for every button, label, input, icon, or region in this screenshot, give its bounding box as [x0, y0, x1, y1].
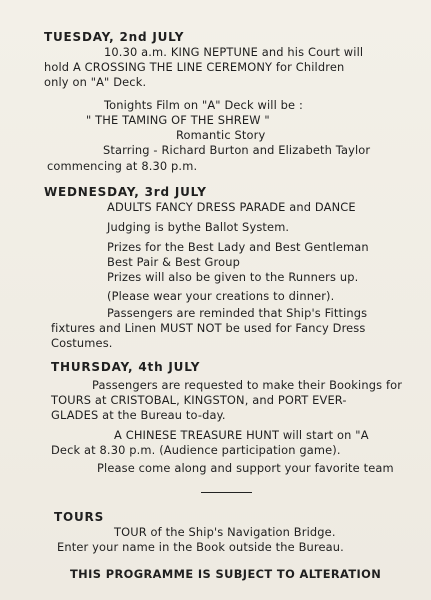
thursday-line-3: GLADES at the Bureau to-day.: [51, 408, 226, 422]
tuesday-line-2: hold A CROSSING THE LINE CEREMONY for Children: [44, 60, 345, 74]
wednesday-line-8: fixtures and Linen MUST NOT be used for Fancy Dress: [51, 321, 366, 335]
section-divider: [201, 492, 252, 493]
wednesday-line-7: Passengers are reminded that Ship's Fittings: [107, 306, 368, 320]
tours-line-1: TOUR of the Ship's Navigation Bridge.: [114, 525, 336, 539]
film-genre: Romantic Story: [176, 128, 266, 142]
film-stars: Starring - Richard Burton and Elizabeth Taylor: [103, 143, 371, 157]
tuesday-heading: TUESDAY, 2nd JULY: [44, 30, 185, 44]
thursday-line-1: Passengers are requested to make their Bookings for: [92, 378, 403, 392]
alteration-notice: THIS PROGRAMME IS SUBJECT TO ALTERATION: [70, 567, 382, 581]
wednesday-line-9: Costumes.: [51, 336, 113, 350]
tuesday-line-4: Tonights Film on "A" Deck will be :: [104, 98, 303, 112]
film-title: " THE TAMING OF THE SHREW ": [86, 113, 270, 127]
tours-heading: TOURS: [54, 510, 105, 524]
wednesday-line-3: Prizes for the Best Lady and Best Gentleman: [107, 240, 369, 254]
wednesday-line-5: Prizes will also be given to the Runners up.: [107, 270, 359, 284]
wednesday-line-2: Judging is bythe Ballot System.: [107, 220, 290, 234]
thursday-heading: THURSDAY, 4th JULY: [51, 360, 201, 374]
tours-line-2: Enter your name in the Book outside the Bureau.: [57, 540, 344, 554]
tuesday-line-1: 10.30 a.m. KING NEPTUNE and his Court will: [104, 45, 364, 59]
thursday-line-2: TOURS at CRISTOBAL, KINGSTON, and PORT EVER-: [51, 393, 347, 407]
tuesday-line-3: only on "A" Deck.: [44, 75, 147, 89]
wednesday-heading: WEDNESDAY, 3rd JULY: [44, 185, 207, 199]
wednesday-line-6: (Please wear your creations to dinner).: [107, 289, 335, 303]
thursday-line-4: A CHINESE TREASURE HUNT will start on "A: [114, 428, 369, 442]
thursday-line-5: Deck at 8.30 p.m. (Audience participation game).: [51, 443, 341, 457]
tuesday-line-8: commencing at 8.30 p.m.: [47, 159, 198, 173]
thursday-line-6: Please come along and support your favorite team: [97, 461, 394, 475]
wednesday-line-4: Best Pair & Best Group: [107, 255, 240, 269]
wednesday-line-1: ADULTS FANCY DRESS PARADE and DANCE: [107, 200, 356, 214]
